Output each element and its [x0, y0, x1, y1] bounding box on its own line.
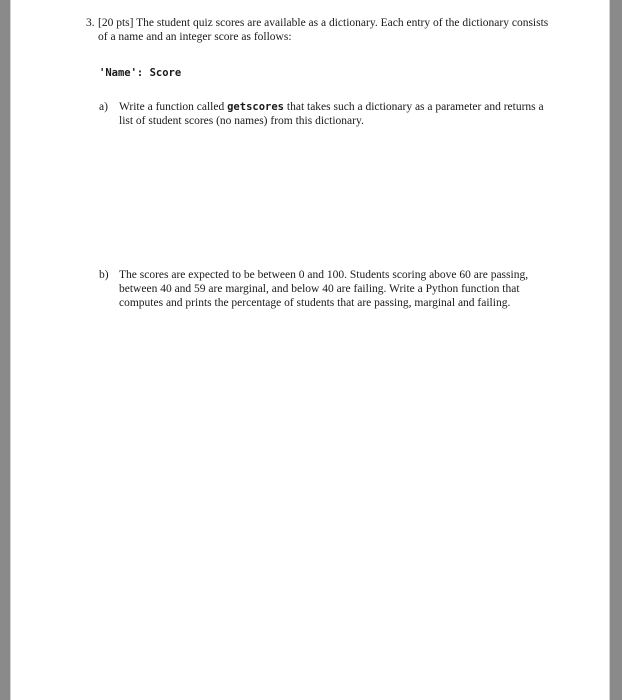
- question-3: [86, 16, 556, 310]
- part-a-text-before: Write a function called: [119, 101, 228, 113]
- part-a-text: [119, 100, 556, 128]
- dictionary-format-example: 'Name': Score: [99, 67, 182, 79]
- part-b-text: The scores are expected to be between 0 and 100. Students scoring above 60 are passing, between 40 and 59 are marginal, and below 40 are failing. Write a Python function that computes and prints the percentage of students that are passing, marginal and failing.: [119, 269, 529, 309]
- part-b: [99, 268, 556, 310]
- function-name-getscores: getscores: [227, 101, 285, 113]
- question-header: [86, 16, 556, 44]
- part-b-label: b): [99, 269, 109, 281]
- document-page: [10, 0, 610, 700]
- question-text: [20 pts] The student quiz scores are available as a dictionary. Each entry of the dictionary consists of a name and an integer score as follows:: [98, 17, 549, 43]
- question-number: 3.: [86, 17, 95, 29]
- part-a-label: a): [99, 101, 108, 113]
- part-a: [99, 100, 556, 128]
- part-a-text-after: that takes such a dictionary as a parameter and returns a list of student scores (no names) from this dictionary.: [119, 101, 544, 127]
